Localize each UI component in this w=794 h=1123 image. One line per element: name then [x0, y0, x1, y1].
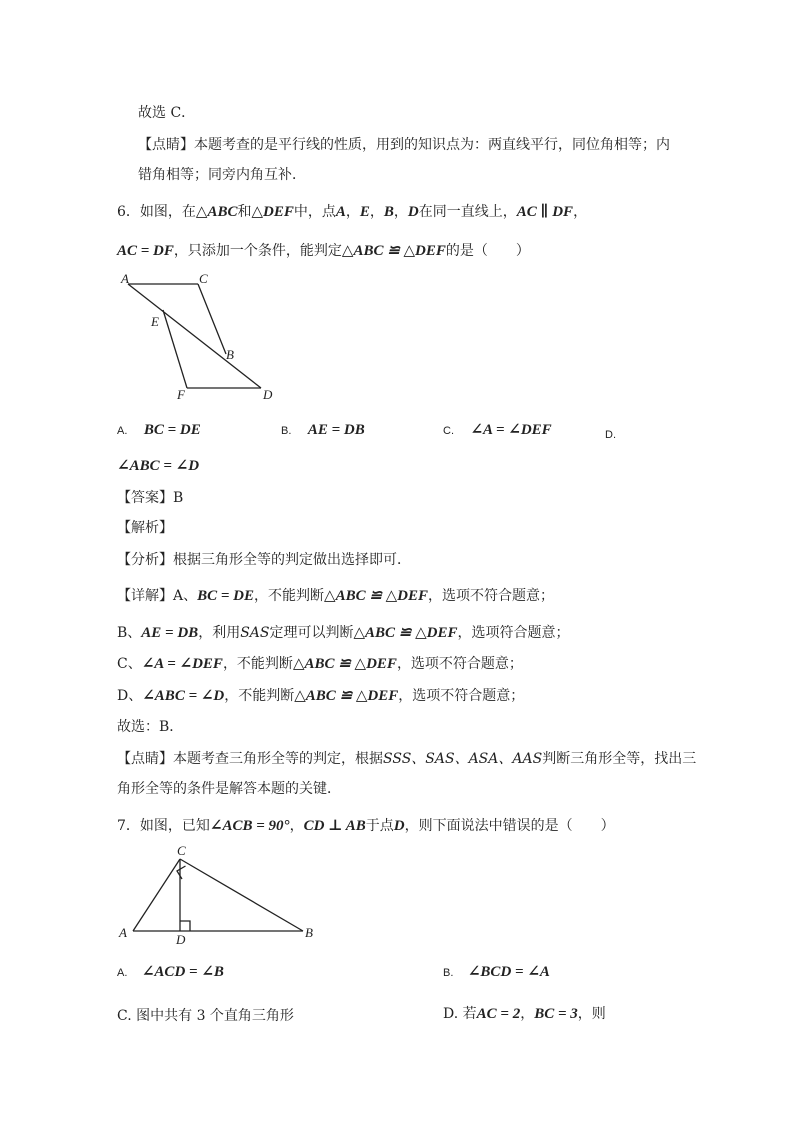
- analysis-heading: [117, 518, 173, 538]
- math: ∠ABC = ∠D: [117, 458, 200, 474]
- segment-ac: [133, 859, 180, 931]
- detail-line-b: [117, 623, 570, 643]
- text: ，利用: [198, 625, 241, 641]
- text: ，选项不符合题意；: [428, 588, 555, 604]
- text: 【详解】A、: [117, 588, 198, 604]
- math: ∠BCD = ∠A: [467, 964, 550, 980]
- text: C、: [117, 656, 142, 672]
- text: ，: [520, 1006, 535, 1022]
- text: 【点睛】本题考查的是平行线的性质，用到的知识点为：两直线平行，同位角相等；内: [138, 137, 670, 153]
- text: ，: [345, 204, 360, 220]
- text: 中，点: [293, 204, 336, 220]
- text: ，选项符合题意；: [457, 625, 570, 641]
- text: ，只添加一个条件，能判定: [173, 243, 342, 259]
- text: SAS: [240, 625, 270, 641]
- option-a: [117, 420, 201, 441]
- math: BC = DE: [197, 588, 255, 604]
- text: 故选：B．: [117, 719, 184, 735]
- math: ∠A = ∠DEF: [470, 422, 552, 438]
- math: AE = DB: [141, 625, 199, 641]
- math: △ABC ≌ △DEF: [353, 625, 458, 641]
- text: ，选项不符合题意；: [398, 688, 525, 704]
- text: ，不能判断: [222, 656, 293, 672]
- text: 错角相等；同旁内角互补．: [138, 167, 306, 183]
- text: ，则: [577, 1006, 606, 1022]
- math: BC = 3: [534, 1006, 578, 1022]
- text: 【解析】: [117, 520, 173, 536]
- answer-line: [117, 488, 183, 508]
- point-label-b: B: [226, 347, 234, 362]
- point-label-d: D: [176, 932, 186, 947]
- question-6-line-2: [117, 241, 530, 261]
- text: ，则下面说法中错误的是（ ）: [404, 818, 615, 834]
- text: 6．如图，在: [117, 204, 196, 220]
- math: △ABC ≌ △DEF: [324, 588, 429, 604]
- segment-ef: [163, 310, 187, 388]
- math: A: [335, 204, 346, 220]
- text: 故选 C．: [138, 105, 196, 121]
- point-label-c: C: [199, 271, 208, 286]
- text: ，选项不符合题意；: [396, 656, 523, 672]
- comment-line-1: [117, 749, 696, 769]
- option-b: [281, 420, 365, 441]
- option-label: B.: [443, 967, 454, 979]
- question-6-line-1: [117, 202, 587, 222]
- detail-line-d: [117, 686, 524, 706]
- math: CD ⊥ AB: [303, 818, 366, 834]
- option-label: D.: [605, 429, 616, 441]
- point-label-a: A: [121, 271, 129, 286]
- text-line: [138, 165, 306, 185]
- math: △DEF: [251, 204, 294, 220]
- analysis-line: [117, 550, 411, 570]
- math: △ABC ≌ △DEF: [294, 688, 399, 704]
- math: B: [383, 204, 394, 220]
- math: △ABC ≌ △DEF: [292, 656, 397, 672]
- math: D: [393, 818, 405, 834]
- text: 7．如图，已知: [117, 818, 210, 834]
- segment-ad: [128, 284, 261, 388]
- q7-option-b: [443, 962, 550, 983]
- text: D、: [117, 688, 143, 704]
- text: 的是（ ）: [445, 243, 530, 259]
- math: △ABC: [195, 204, 238, 220]
- point-label-a: A: [119, 925, 127, 940]
- text: ，不能判断: [254, 588, 325, 604]
- text: 【点睛】本题考查三角形全等的判定，根据: [117, 751, 383, 767]
- q7-option-d: [443, 1004, 606, 1024]
- math: BC = DE: [143, 422, 201, 438]
- math: AC = 2: [476, 1006, 521, 1022]
- text: 【答案】B: [117, 490, 184, 506]
- point-label-d: D: [263, 387, 273, 402]
- math: ∠ABC = ∠D: [142, 688, 225, 704]
- option-label: B.: [281, 425, 292, 437]
- text: ，: [573, 204, 588, 220]
- text: C. 图中共有 3 个直角三角形: [117, 1008, 294, 1024]
- text: ，: [369, 204, 384, 220]
- right-angle-mark-c: [177, 866, 186, 879]
- text: 角形全等的条件是解答本题的关键．: [117, 781, 341, 797]
- point-label-c: C: [177, 843, 186, 858]
- math: AC ∥ DF: [516, 204, 574, 220]
- math: ∠A = ∠DEF: [141, 656, 223, 672]
- option-d: [117, 456, 199, 476]
- text: 和: [237, 204, 252, 220]
- text: ，: [393, 204, 408, 220]
- option-c: [443, 420, 552, 441]
- text: 判断三角形全等，找出三: [542, 751, 697, 767]
- point-label-f: F: [177, 387, 185, 402]
- text: B、: [117, 625, 142, 641]
- text-line: [138, 103, 195, 123]
- text: 定理可以判断: [269, 625, 354, 641]
- text: ，: [289, 818, 304, 834]
- math: D: [407, 204, 419, 220]
- point-label-b: B: [305, 925, 313, 940]
- right-angle-mark-d: [180, 921, 190, 931]
- figure-6: [115, 268, 285, 408]
- segment-cb: [198, 284, 226, 354]
- question-7-line: [117, 816, 615, 836]
- math: △ABC ≌ △DEF: [341, 243, 446, 259]
- point-label-e: E: [151, 314, 159, 329]
- math: AE = DB: [307, 422, 365, 438]
- option-d-label: [605, 424, 616, 445]
- figure-7: [112, 840, 327, 950]
- segment-cb: [180, 859, 303, 931]
- choice-line: [117, 717, 183, 737]
- text: 于点: [365, 818, 394, 834]
- text: SSS、SAS、ASA、AAS: [383, 751, 543, 767]
- comment-line-2: [117, 779, 341, 799]
- option-label: A.: [117, 425, 128, 437]
- math: E: [359, 204, 370, 220]
- text-line: [138, 135, 670, 155]
- text: ，不能判断: [224, 688, 295, 704]
- detail-line-c: [117, 654, 523, 674]
- text: 【分析】根据三角形全等的判定做出选择即可．: [117, 552, 411, 568]
- q7-option-a: [117, 962, 224, 983]
- math: AC = DF: [117, 243, 174, 259]
- option-label: A.: [117, 967, 128, 979]
- q7-option-c: [117, 1006, 294, 1026]
- option-label: C.: [443, 425, 454, 437]
- text: D. 若: [443, 1006, 477, 1022]
- detail-line-a: [117, 586, 554, 606]
- text: 在同一直线上，: [418, 204, 517, 220]
- math: ∠ACB = 90°: [209, 818, 290, 834]
- math: ∠ACD = ∠B: [141, 964, 224, 980]
